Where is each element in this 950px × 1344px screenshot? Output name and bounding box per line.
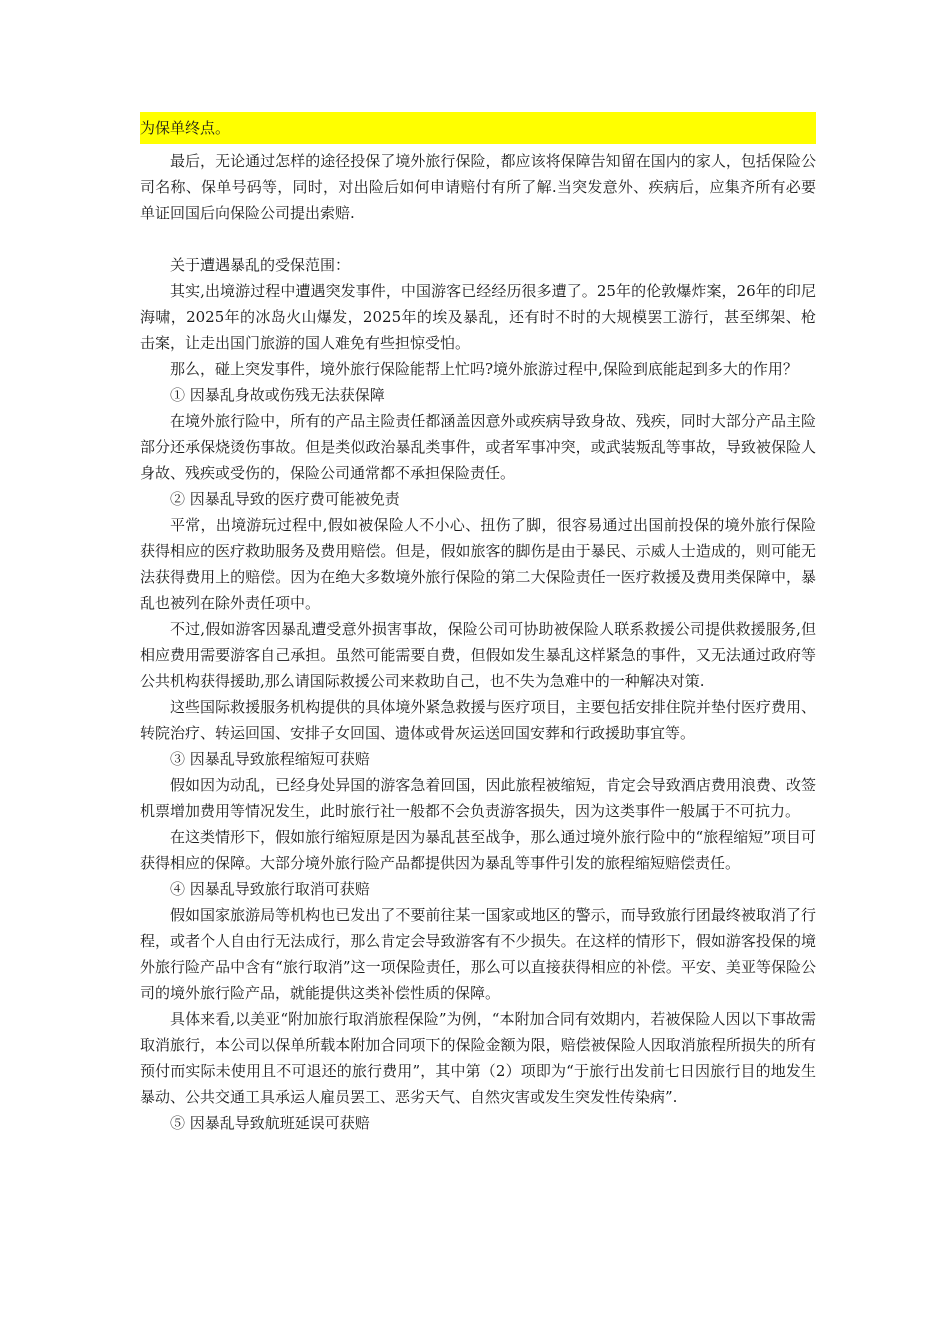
paragraph-item-4b: 具体来看,以美亚“附加旅行取消旅程保险”为例，“本附加合同有效期内，若被保险人因以下事故需取消旅行，本公司以保单所载本附加合同项下的保险金额为限，赔偿被保险人因取消旅程所损失的所有预付而实际未使用且不可退还的旅行费用”，其中第（2）项即为“于旅行出发前七日因旅行目的地发生暴动、公共交通工具承运人雇员罢工、恶劣天气、自然灾害或发生突发性传染病”.	[140, 1010, 816, 1106]
highlighted-text: 为保单终点。	[140, 112, 816, 144]
paragraph-item-2b: 不过,假如游客因暴乱遭受意外损害事故，保险公司可协助被保险人联系救援公司提供救援服务,但相应费用需要游客自己承担。虽然可能需要自费，但假如发生暴乱这样紧急的事件，又无法通过政府等公共机构获得援助,那么请国际救援公司来救助自己，也不失为急难中的一种解决对策.	[140, 620, 816, 690]
heading-item-5: ⑤ 因暴乱导致航班延误可获赔	[170, 1114, 370, 1132]
paragraph-question: 那么，碰上突发事件，境外旅行保险能帮上忙吗?境外旅游过程中,保险到底能起到多大的作用？	[170, 360, 798, 378]
paragraph-item-3b: 在这类情形下，假如旅行缩短原是因为暴乱甚至战争，那么通过境外旅行险中的“旅程缩短”项目可获得相应的保障。大部分境外旅行险产品都提供因为暴乱等事件引发的旅程缩短赔偿责任。	[140, 828, 816, 872]
paragraph-item-2a: 平常，出境游玩过程中,假如被保险人不小心、扭伤了脚，很容易通过出国前投保的境外旅行保险获得相应的医疗救助服务及费用赔偿。但是，假如旅客的脚伤是由于暴民、示威人士造成的，则可能无法获得费用上的赔偿。因为在绝大多数境外旅行保险的第二大保险责任一医疗救援及费用类保障中，暴乱也被列在除外责任项中。	[140, 516, 816, 612]
paragraph-claims-notice: 最后，无论通过怎样的途径投保了境外旅行保险，都应该将保障告知留在国内的家人，包括保险公司名称、保单号码等，同时，对出险后如何申请赔付有所了解.当突发意外、疾病后，应集齐所有必要单证回国后向保险公司提出索赔.	[140, 152, 816, 222]
paragraph-item-3a: 假如因为动乱，已经身处异国的游客急着回国，因此旅程被缩短，肯定会导致酒店费用浪费、改签机票增加费用等情况发生，此时旅行社一般都不会负责游客损失，因为这类事件一般属于不可抗力。	[140, 776, 816, 820]
heading-item-2: ② 因暴乱导致的医疗费可能被免责	[170, 490, 400, 508]
paragraph-item-4a: 假如国家旅游局等机构也已发出了不要前往某一国家或地区的警示，而导致旅行团最终被取消了行程，或者个人自由行无法成行，那么肯定会导致游客有不少损失。在这样的情形下，假如游客投保的境外旅行险产品中含有“旅行取消”这一项保险责任，那么可以直接获得相应的补偿。平安、美亚等保险公司的境外旅行险产品，就能提供这类补偿性质的保障。	[140, 906, 816, 1002]
document-page	[140, 112, 816, 1136]
paragraph-intro-incidents: 其实,出境游过程中遭遇突发事件，中国游客已经经历很多遭了。25年的伦敦爆炸案，26年的印尼海啸，2025年的冰岛火山爆发，2025年的埃及暴乱，还有时不时的大规模罢工游行，甚至绑架、枪击案，让走出国门旅游的国人难免有些担惊受怕。	[140, 282, 816, 352]
section-title-riot-coverage: 关于遭遇暴乱的受保范围：	[170, 256, 351, 274]
paragraph-item-1: 在境外旅行险中，所有的产品主险责任都涵盖因意外或疾病导致身故、残疾，同时大部分产品主险部分还承保烧烫伤事故。但是类似政治暴乱类事件，或者军事冲突，或武装叛乱等事故，导致被保险人身故、残疾或受伤的，保险公司通常都不承担保险责任。	[140, 412, 816, 482]
heading-item-4: ④ 因暴乱导致旅行取消可获赔	[170, 880, 370, 898]
heading-item-1: ① 因暴乱身故或伤残无法获保障	[170, 386, 385, 404]
blank-line	[140, 226, 816, 252]
paragraph-item-2c: 这些国际救援服务机构提供的具体境外紧急救援与医疗项目，主要包括安排住院并垫付医疗费用、转院治疗、转运回国、安排子女回国、遗体或骨灰运送回国安葬和行政援助事宜等。	[140, 698, 816, 742]
heading-item-3: ③ 因暴乱导致旅程缩短可获赔	[170, 750, 370, 768]
